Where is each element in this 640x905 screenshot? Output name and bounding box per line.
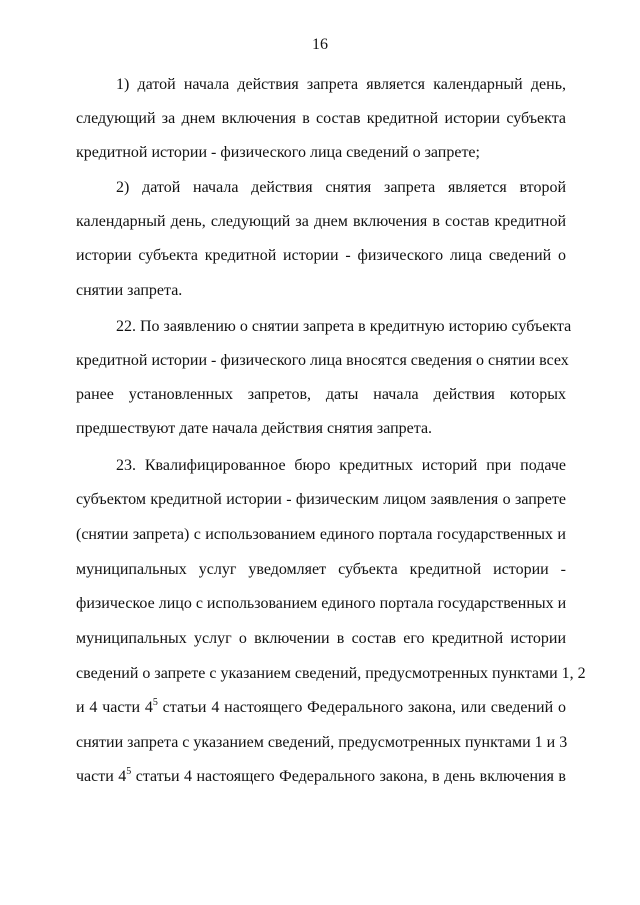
text-line: муниципальных услуг уведомляет субъекта кредитной истории - xyxy=(76,561,566,578)
text-line xyxy=(76,698,566,718)
page-number: 16 xyxy=(312,36,328,53)
text-line: 1) датой начала действия запрета является календарный день, xyxy=(116,76,566,93)
text-line: 2) датой начала действия снятия запрета является второй xyxy=(116,179,566,196)
text-line: физическое лицо с использованием единого портала государственных и xyxy=(76,595,567,612)
text-line: истории субъекта кредитной истории - физического лица сведений о xyxy=(76,247,566,264)
text-line: субъектом кредитной истории - физическим лицом заявления о запрете xyxy=(76,491,566,508)
text-line: снятии запрета с указанием сведений, предусмотренных пунктами 1 и 3 xyxy=(76,734,568,751)
text-fragment: статьи 4 настоящего Федерального закона, в день включения в xyxy=(131,768,566,785)
text-line: (снятии запрета) с использованием единого портала государственных и xyxy=(76,526,566,543)
text-fragment: части 4 xyxy=(76,768,127,785)
text-line: ранее установленных запретов, даты начала действия которых xyxy=(76,386,566,403)
text-fragment: статьи 4 настоящего Федерального закона, или сведений о xyxy=(157,699,567,716)
superscript: 5 xyxy=(126,765,132,777)
text-line: муниципальных услуг о включении в состав его кредитной истории xyxy=(76,630,566,647)
text-line: кредитной истории - физического лица сведений о запрете; xyxy=(76,144,480,161)
text-line: 22. По заявлению о снятии запрета в кредитную историю субъекта xyxy=(116,318,572,335)
text-line xyxy=(76,767,566,787)
text-line: 23. Квалифицированное бюро кредитных историй при подаче xyxy=(116,457,566,474)
text-fragment: и 4 части 4 xyxy=(76,699,153,716)
superscript: 5 xyxy=(152,696,158,708)
text-line: сведений о запрете с указанием сведений, предусмотренных пунктами 1, 2 xyxy=(76,665,586,682)
text-line: календарный день, следующий за днем включения в состав кредитной xyxy=(76,213,566,230)
text-line: предшествуют дате начала действия снятия запрета. xyxy=(76,420,433,437)
text-line: следующий за днем включения в состав кредитной истории субъекта xyxy=(76,110,566,127)
text-line: кредитной истории - физического лица вносятся сведения о снятии всех xyxy=(76,352,569,369)
text-line: снятии запрета. xyxy=(76,282,183,299)
